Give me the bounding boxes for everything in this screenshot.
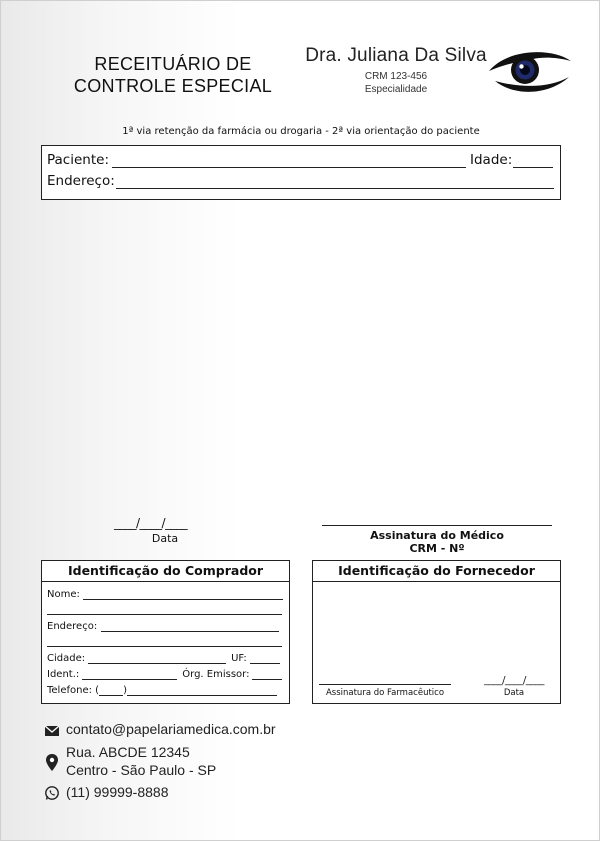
title-line-1: RECEITUÁRIO DE — [94, 54, 252, 74]
buyer-name-label: Nome: — [47, 589, 80, 600]
prescription-date-field[interactable]: ____/____/____ — [114, 516, 188, 530]
buyer-issuer-label: Órg. Emissor: — [182, 669, 250, 680]
patient-name-field[interactable] — [112, 154, 466, 168]
buyer-phone-label: Telefone: ( — [47, 685, 100, 696]
patient-address-label: Endereço: — [47, 173, 115, 189]
map-pin-icon — [44, 753, 60, 773]
contact-phone[interactable]: (11) 99999-8888 — [66, 784, 169, 800]
patient-name-label: Paciente: — [47, 152, 109, 168]
doctor-signature-text: Assinatura do Médico — [370, 529, 504, 542]
buyer-phone-row — [47, 685, 277, 696]
supplier-box-title: Identificação do Fornecedor — [313, 561, 560, 582]
buyer-address-field-2[interactable] — [47, 637, 282, 647]
title-line-2: CONTROLE ESPECIAL — [73, 76, 273, 96]
buyer-box-title: Identificação do Comprador — [42, 561, 289, 582]
whatsapp-icon — [44, 785, 60, 801]
patient-address-field[interactable] — [116, 175, 554, 189]
buyer-box — [41, 560, 290, 704]
doctor-signature-line[interactable] — [322, 525, 552, 526]
eye-icon — [485, 45, 573, 97]
buyer-city-label: Cidade: — [47, 653, 86, 664]
doctor-crm: CRM 123-456 — [364, 71, 428, 82]
buyer-phone-area-field[interactable] — [99, 686, 123, 696]
contact-email-row — [44, 721, 276, 738]
doctor-specialty: Especialidade — [364, 84, 428, 95]
buyer-address-field[interactable] — [101, 622, 279, 632]
buyer-name-field-2[interactable] — [47, 605, 282, 615]
buyer-issuer-field[interactable] — [252, 670, 282, 680]
buyer-ident-row — [47, 669, 282, 680]
buyer-city-row — [47, 653, 280, 664]
supply-date-field[interactable]: ____/____/____ — [484, 675, 544, 686]
contact-phone-row — [44, 784, 168, 801]
contact-address-line-2: Centro - São Paulo - SP — [66, 762, 217, 778]
patient-row — [47, 152, 557, 168]
buyer-phone-field[interactable] — [127, 686, 277, 696]
doctor-signature-label — [322, 529, 552, 555]
doctor-name: Dra. Juliana Da Silva — [305, 45, 487, 66]
patient-age-label: Idade: — [470, 152, 513, 168]
buyer-address-row-2 — [47, 637, 282, 647]
buyer-address-label: Endereço: — [47, 621, 98, 632]
contact-email[interactable]: contato@papelariamedica.com.br — [66, 721, 276, 737]
buyer-city-field[interactable] — [88, 654, 226, 664]
buyer-uf-label: UF: — [231, 653, 247, 664]
contact-address — [66, 743, 216, 779]
pharmacist-signature-label: Assinatura do Farmacêutico — [325, 688, 445, 698]
address-row — [47, 173, 557, 189]
patient-box — [41, 145, 561, 200]
supply-date-label: Data — [503, 688, 525, 698]
via-note: 1ª via retenção da farmácia ou drogaria - 2ª via orientação do paciente — [122, 126, 480, 137]
supplier-box — [312, 560, 561, 704]
buyer-phone-close: ) — [123, 685, 127, 696]
doctor-info — [301, 45, 491, 95]
buyer-name-row — [47, 589, 283, 600]
contact-address-line-1: Rua. ABCDE 12345 — [66, 744, 190, 760]
patient-age-field[interactable] — [513, 154, 553, 168]
prescription-date-label: Data — [151, 532, 179, 545]
document-title — [55, 53, 291, 97]
pharmacist-signature-line[interactable] — [319, 684, 451, 685]
buyer-uf-field[interactable] — [250, 654, 280, 664]
buyer-name-row-2 — [47, 605, 282, 615]
contact-address-row — [44, 743, 216, 779]
buyer-name-field[interactable] — [83, 590, 283, 600]
buyer-ident-label: Ident.: — [47, 669, 80, 680]
doctor-crm-number-label: CRM - Nº — [409, 542, 465, 555]
buyer-address-row — [47, 621, 279, 632]
envelope-icon — [44, 724, 60, 738]
buyer-ident-field[interactable] — [82, 670, 177, 680]
